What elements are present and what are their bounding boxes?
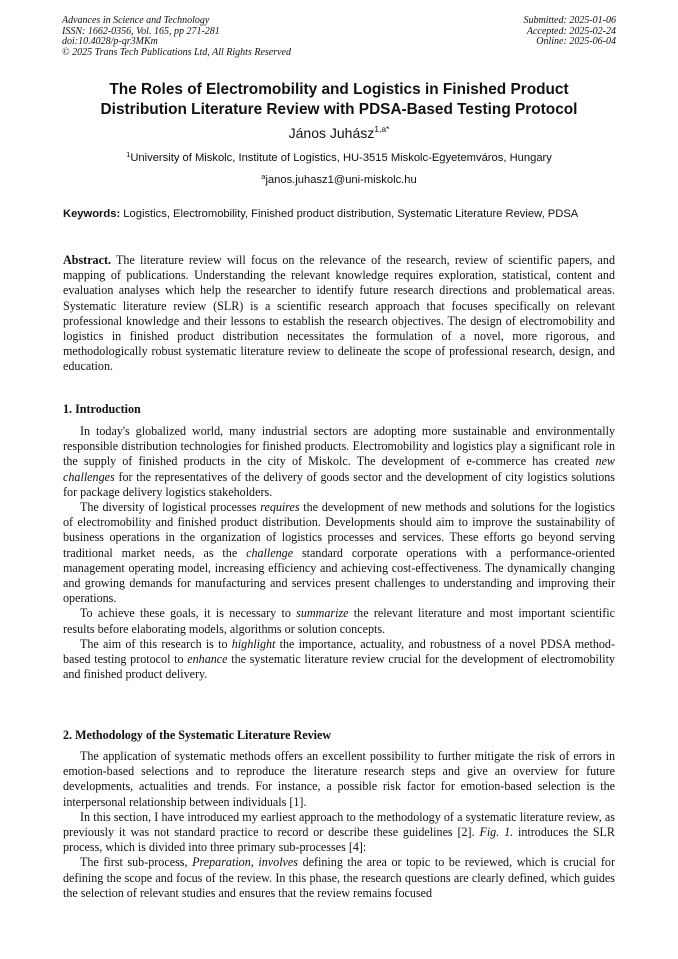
- journal-issn: ISSN: 1662-0356, Vol. 165, pp 271-281: [62, 25, 220, 37]
- emphasis: enhance: [187, 652, 228, 667]
- accepted-date: Accepted: 2025-02-24: [526, 25, 616, 37]
- abstract-label: Abstract.: [63, 253, 112, 267]
- figure-reference[interactable]: Fig. 1.: [479, 825, 514, 840]
- author: [0, 124, 678, 141]
- emphasis: highlight: [231, 636, 276, 651]
- title-line-1: The Roles of Electromobility and Logistics in Finished Product: [109, 81, 569, 98]
- author-sup: 1,a*: [374, 124, 390, 134]
- journal-copyright: © 2025 Trans Tech Publications Ltd, All Rights Reserved: [62, 46, 291, 58]
- text: In this section, I have introduced my earliest approach to the methodology of a systematic literature review, as previously it was not standard practice to record or describe these guidelines [2].: [63, 809, 615, 840]
- text: introduces the SLR process, which is divided into three primary sub-processes [4]:: [63, 825, 615, 855]
- section-heading-methodology: 2. Methodology of the Systematic Literature Review: [63, 728, 332, 742]
- affiliation: [0, 150, 678, 164]
- method-paragraph-1: The application of systematic methods offers an excellent possibility to further mitigate the risk of errors in emotion-based selections and to reproduce the literature research steps and give an overview for future developments, actualities and trends. For instance, a possible risk factor for emotion-based selection is the interpersonal relationship between individuals [1].: [63, 749, 615, 809]
- emphasis: requires: [260, 500, 300, 515]
- affiliation-text: University of Miskolc, Institute of Logistics, HU-3515 Miskolc-Egyetemváros, Hungary: [130, 152, 552, 164]
- text: the importance, actuality, and robustness of a novel PDSA method-based testing protocol to: [63, 636, 615, 667]
- email-sup: a: [261, 172, 266, 181]
- author-email: [0, 172, 678, 186]
- text: the relevant literature and most important scientific results before elaborating models, algorithms or solution concepts.: [63, 606, 615, 636]
- journal-header: [62, 16, 291, 58]
- keywords-text: Logistics, Electromobility, Finished product distribution, Systematic Literature Review, PDSA: [120, 208, 579, 220]
- abstract: [63, 253, 615, 375]
- emphasis: involves: [258, 855, 298, 870]
- online-date: Online: 2025-06-04: [536, 36, 616, 48]
- author-name: János Juhász: [288, 125, 375, 141]
- emphasis: Preparation: [192, 855, 251, 870]
- abstract-text: The literature review will focus on the relevance of the research, review of scientific papers, and mapping of publications. Understanding the relevant knowledge requires exploration, statistical, content and evaluation analyses which help the researcher to identify future research directions and problematical areas. Systematic literature review (SLR) is a scientific research approach that focuses specifically on relevant professional knowledge and their lessons to establish the research objectives. The design of electromobility and logistics in finished product distribution necessitates the formulation of a novel, more rigorous, and methodologically robust systematic literature review to delineate the scope of professional research, design, and education.: [63, 253, 615, 374]
- paper-title: [40, 80, 638, 119]
- text: The first sub-process,: [80, 855, 193, 870]
- emphasis: summarize: [296, 606, 349, 621]
- text: The aim of this research is to: [80, 636, 232, 651]
- text: the systematic literature review crucial for the development of electromobility and finished product delivery.: [63, 652, 615, 682]
- text: The diversity of logistical processes: [80, 500, 261, 515]
- text: standard corporate operations with a performance-oriented management operating model, increasing efficiency and achieving cost-effectiveness. The dynamically changing and growing demands for manufacturing and services present challenges to understanding and improving their operations.: [63, 545, 615, 606]
- text: In today's globalized world, many industrial sectors are adopting more sustainable and environmentally responsible distribution technologies for finished products. Electromobility and logistics play a significant role in the supply of finished products in the city of Miskolc. The development of e-commerce has created: [63, 424, 615, 469]
- dates-header: [524, 16, 617, 48]
- title-line-2: Distribution Literature Review with PDSA-Based Testing Protocol: [100, 100, 578, 118]
- text: To achieve these goals, it is necessary to: [80, 606, 297, 621]
- affiliation-sup: 1: [126, 150, 131, 159]
- submitted-date: Submitted: 2025-01-06: [523, 15, 616, 26]
- text: the development of new methods and solutions for the logistics of electromobility and finished product distribution. Developments should aim to improve the sustainability of business operations in the organization of logistics processes and services. These efforts go beyond serving traditional market needs, as the: [63, 500, 615, 560]
- emphasis: new challenges: [63, 454, 615, 484]
- introduction-body: [63, 424, 615, 682]
- text: for the representatives of the delivery of goods sector and the development of city logistics solutions for package delivery logistics stakeholders.: [63, 469, 615, 499]
- intro-paragraph-2: [63, 500, 615, 606]
- journal-doi[interactable]: doi:10.4028/p-qr3MKm: [62, 36, 158, 48]
- journal-name: Advances in Science and Technology: [62, 15, 210, 26]
- intro-paragraph-3: [63, 606, 615, 636]
- intro-paragraph-4: [63, 637, 615, 683]
- keywords: [63, 207, 615, 221]
- text: defining the area or topic to be reviewed, which is crucial for defining the scope and focus of the review. In this phase, the research questions are clearly defined, which guides the selection of relevant studies and ensures that the review remains focused: [63, 855, 615, 900]
- emphasis: challenge: [246, 545, 294, 560]
- email-text[interactable]: janos.juhasz1@uni-miskolc.hu: [265, 174, 417, 186]
- section-heading-introduction: 1. Introduction: [63, 402, 141, 416]
- text: ,: [250, 855, 259, 870]
- methodology-body: [63, 749, 615, 901]
- method-paragraph-2: [63, 810, 615, 856]
- method-paragraph-3: [63, 855, 615, 901]
- intro-paragraph-1: [63, 424, 615, 500]
- keywords-label: Keywords:: [63, 208, 121, 220]
